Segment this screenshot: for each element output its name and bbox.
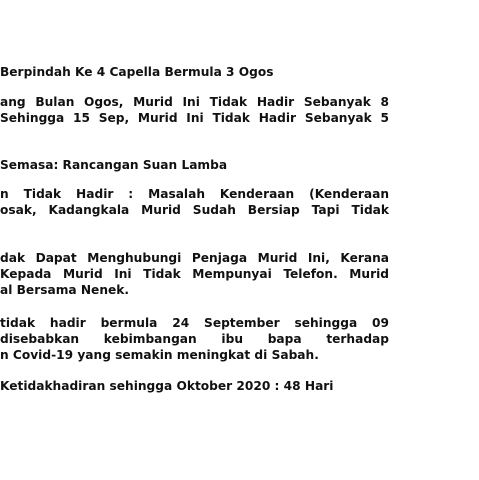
covid-absence-paragraph (0, 315, 389, 363)
absence-count-paragraph (0, 94, 389, 126)
guardian-contact-line-1: dak Dapat Menghubungi Penjaga Murid Ini, Kerana (0, 251, 389, 265)
guardian-contact-paragraph (0, 250, 389, 298)
guardian-contact-line-3: al Bersama Nenek. (0, 283, 129, 297)
absence-reason-paragraph (0, 186, 389, 218)
guardian-contact-line-2: Kepada Murid Ini Tidak Mempunyai Telefon. Murid (0, 267, 389, 281)
covid-absence-line-3: n Covid-19 yang semakin meningkat di Sabah. (0, 348, 319, 362)
absence-summary-line: Ketidakhadiran sehingga Oktober 2020 : 48 Hari (0, 379, 334, 393)
covid-absence-line-2: disebabkan kebimbangan ibu bapa terhadap (0, 332, 389, 346)
covid-absence-line-1: tidak hadir bermula 24 September sehingga 09 (0, 316, 389, 330)
absence-count-line-1: ang Bulan Ogos, Murid Ini Tidak Hadir Sebanyak 8 (0, 95, 389, 109)
transfer-note-line: Berpindah Ke 4 Capella Bermula 3 Ogos (0, 65, 274, 79)
absence-reason-line-1: n Tidak Hadir : Masalah Kenderaan (Kenderaan (0, 187, 389, 201)
absence-reason-line-2: osak, Kadangkala Murid Sudah Bersiap Tapi Tidak (0, 203, 389, 217)
current-programme-line: Semasa: Rancangan Suan Lamba (0, 158, 228, 172)
absence-count-line-2: Sehingga 15 Sep, Murid Ini Tidak Hadir Sebanyak 5 (0, 111, 389, 125)
